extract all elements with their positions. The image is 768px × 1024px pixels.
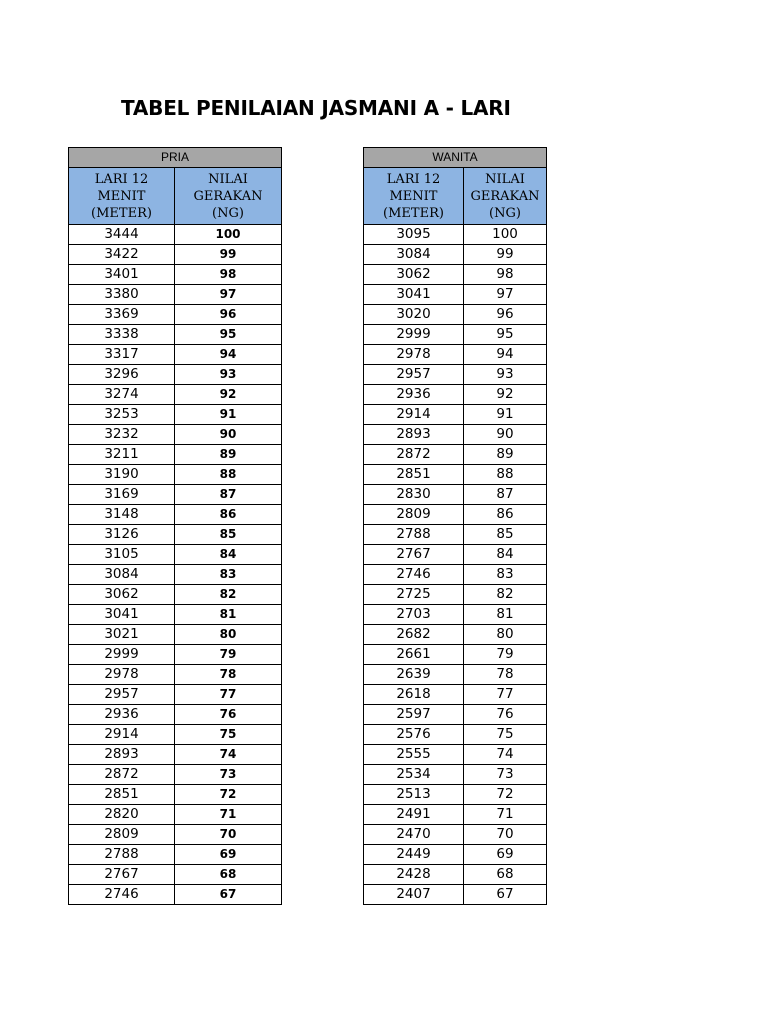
- score-cell: 78: [464, 665, 547, 685]
- table-row: [69, 505, 282, 525]
- score-cell: 76: [464, 705, 547, 725]
- table-row: [364, 565, 547, 585]
- column-header-score: [175, 168, 282, 225]
- distance-cell: 2470: [364, 825, 464, 845]
- score-cell: 69: [175, 845, 282, 865]
- score-cell: 72: [464, 785, 547, 805]
- table-row: [364, 505, 547, 525]
- score-cell: 93: [464, 365, 547, 385]
- table-row: [364, 545, 547, 565]
- distance-cell: 3232: [69, 425, 175, 445]
- distance-cell: 2872: [69, 765, 175, 785]
- score-cell: 82: [175, 585, 282, 605]
- score-cell: 78: [175, 665, 282, 685]
- table-row: [69, 225, 282, 245]
- score-cell: 91: [464, 405, 547, 425]
- distance-cell: 3041: [69, 605, 175, 625]
- distance-cell: 3084: [364, 245, 464, 265]
- score-cell: 67: [175, 885, 282, 905]
- table-row: [364, 705, 547, 725]
- table-row: [69, 365, 282, 385]
- header-line: (NG): [489, 205, 521, 221]
- distance-cell: 2893: [364, 425, 464, 445]
- score-cell: 68: [175, 865, 282, 885]
- score-cell: 94: [175, 345, 282, 365]
- distance-cell: 2820: [69, 805, 175, 825]
- score-cell: 70: [175, 825, 282, 845]
- score-cell: 94: [464, 345, 547, 365]
- distance-cell: 2513: [364, 785, 464, 805]
- table-row: [364, 285, 547, 305]
- table-row: [69, 485, 282, 505]
- score-cell: 86: [175, 505, 282, 525]
- score-cell: 92: [175, 385, 282, 405]
- distance-cell: 3444: [69, 225, 175, 245]
- distance-cell: 2767: [364, 545, 464, 565]
- column-header-distance: [69, 168, 175, 225]
- table-row: [69, 425, 282, 445]
- score-cell: 67: [464, 885, 547, 905]
- score-cell: 69: [464, 845, 547, 865]
- score-cell: 71: [464, 805, 547, 825]
- table-row: [69, 465, 282, 485]
- score-cell: 73: [464, 765, 547, 785]
- score-cell: 85: [464, 525, 547, 545]
- table-row: [364, 265, 547, 285]
- distance-cell: 2851: [364, 465, 464, 485]
- score-cell: 90: [175, 425, 282, 445]
- table-row: [69, 525, 282, 545]
- score-cell: 74: [175, 745, 282, 765]
- distance-cell: 2788: [69, 845, 175, 865]
- distance-cell: 2999: [364, 325, 464, 345]
- score-cell: 95: [175, 325, 282, 345]
- score-cell: 93: [175, 365, 282, 385]
- table-row: [69, 745, 282, 765]
- table-row: [364, 605, 547, 625]
- distance-cell: 3380: [69, 285, 175, 305]
- distance-cell: 2809: [364, 505, 464, 525]
- header-line: MENIT: [389, 188, 438, 204]
- score-cell: 99: [464, 245, 547, 265]
- table-wanita: [363, 147, 547, 905]
- distance-cell: 2914: [69, 725, 175, 745]
- table-row: [69, 285, 282, 305]
- distance-cell: 2725: [364, 585, 464, 605]
- distance-cell: 2851: [69, 785, 175, 805]
- table-row: [69, 445, 282, 465]
- score-cell: 70: [464, 825, 547, 845]
- table-row: [69, 845, 282, 865]
- distance-cell: 3296: [69, 365, 175, 385]
- score-cell: 77: [175, 685, 282, 705]
- header-line: MENIT: [97, 188, 146, 204]
- score-cell: 79: [175, 645, 282, 665]
- table-row: [364, 405, 547, 425]
- table-row: [364, 445, 547, 465]
- distance-cell: 3041: [364, 285, 464, 305]
- score-cell: 80: [175, 625, 282, 645]
- distance-cell: 3062: [364, 265, 464, 285]
- distance-cell: 3338: [69, 325, 175, 345]
- score-cell: 79: [464, 645, 547, 665]
- header-line: LARI 12: [386, 171, 441, 187]
- distance-cell: 2449: [364, 845, 464, 865]
- distance-cell: 2872: [364, 445, 464, 465]
- score-cell: 100: [175, 225, 282, 245]
- header-line: GERAKAN: [193, 188, 263, 204]
- table-row: [364, 345, 547, 365]
- score-cell: 81: [464, 605, 547, 625]
- distance-cell: 3369: [69, 305, 175, 325]
- table-row: [364, 465, 547, 485]
- table-row: [69, 605, 282, 625]
- score-cell: 74: [464, 745, 547, 765]
- header-line: LARI 12: [94, 171, 149, 187]
- table-row: [69, 885, 282, 905]
- distance-cell: 3211: [69, 445, 175, 465]
- distance-cell: 2978: [69, 665, 175, 685]
- distance-cell: 2957: [364, 365, 464, 385]
- table-row: [69, 665, 282, 685]
- table-row: [69, 345, 282, 365]
- table-row: [69, 265, 282, 285]
- score-cell: 87: [464, 485, 547, 505]
- distance-cell: 3095: [364, 225, 464, 245]
- score-cell: 72: [175, 785, 282, 805]
- distance-cell: 3169: [69, 485, 175, 505]
- distance-cell: 2936: [69, 705, 175, 725]
- distance-cell: 2999: [69, 645, 175, 665]
- column-header-score: [464, 168, 547, 225]
- score-cell: 98: [464, 265, 547, 285]
- score-cell: 89: [175, 445, 282, 465]
- score-cell: 73: [175, 765, 282, 785]
- score-cell: 88: [175, 465, 282, 485]
- score-cell: 84: [175, 545, 282, 565]
- table-row: [364, 385, 547, 405]
- score-cell: 81: [175, 605, 282, 625]
- table-row: [364, 805, 547, 825]
- table-row: [69, 825, 282, 845]
- distance-cell: 2809: [69, 825, 175, 845]
- distance-cell: 2428: [364, 865, 464, 885]
- score-cell: 96: [464, 305, 547, 325]
- distance-cell: 2661: [364, 645, 464, 665]
- score-cell: 82: [464, 585, 547, 605]
- score-cell: 97: [464, 285, 547, 305]
- header-line: NILAI: [208, 171, 248, 187]
- distance-cell: 3062: [69, 585, 175, 605]
- score-cell: 96: [175, 305, 282, 325]
- distance-cell: 3401: [69, 265, 175, 285]
- table-row: [364, 845, 547, 865]
- score-cell: 97: [175, 285, 282, 305]
- header-line: (NG): [212, 205, 244, 221]
- table-row: [364, 785, 547, 805]
- table-row: [364, 325, 547, 345]
- column-header-distance: [364, 168, 464, 225]
- score-cell: 84: [464, 545, 547, 565]
- distance-cell: 3274: [69, 385, 175, 405]
- table-row: [69, 705, 282, 725]
- table-row: [364, 365, 547, 385]
- distance-cell: 2682: [364, 625, 464, 645]
- score-cell: 100: [464, 225, 547, 245]
- distance-cell: 2576: [364, 725, 464, 745]
- table-row: [364, 825, 547, 845]
- table-pria: [68, 147, 282, 905]
- distance-cell: 2830: [364, 485, 464, 505]
- distance-cell: 3253: [69, 405, 175, 425]
- score-cell: 92: [464, 385, 547, 405]
- table-row: [364, 485, 547, 505]
- table-row: [69, 245, 282, 265]
- score-cell: 99: [175, 245, 282, 265]
- table-row: [364, 765, 547, 785]
- score-cell: 75: [175, 725, 282, 745]
- score-cell: 98: [175, 265, 282, 285]
- header-line: (METER): [383, 205, 444, 221]
- table-row: [364, 885, 547, 905]
- distance-cell: 2957: [69, 685, 175, 705]
- distance-cell: 3084: [69, 565, 175, 585]
- distance-cell: 3422: [69, 245, 175, 265]
- table-row: [69, 725, 282, 745]
- score-cell: 86: [464, 505, 547, 525]
- score-cell: 85: [175, 525, 282, 545]
- table-row: [364, 685, 547, 705]
- table-row: [69, 545, 282, 565]
- score-cell: 75: [464, 725, 547, 745]
- table-row: [364, 665, 547, 685]
- score-cell: 88: [464, 465, 547, 485]
- distance-cell: 2555: [364, 745, 464, 765]
- table-row: [69, 585, 282, 605]
- table-row: [69, 325, 282, 345]
- table-row: [69, 805, 282, 825]
- table-row: [69, 685, 282, 705]
- table-row: [364, 585, 547, 605]
- table-row: [364, 525, 547, 545]
- distance-cell: 2978: [364, 345, 464, 365]
- distance-cell: 3021: [69, 625, 175, 645]
- table-row: [364, 745, 547, 765]
- table-row: [364, 645, 547, 665]
- distance-cell: 2534: [364, 765, 464, 785]
- distance-cell: 2597: [364, 705, 464, 725]
- table-row: [364, 245, 547, 265]
- header-line: NILAI: [485, 171, 525, 187]
- table-row: [69, 405, 282, 425]
- distance-cell: 3190: [69, 465, 175, 485]
- distance-cell: 2746: [364, 565, 464, 585]
- distance-cell: 2639: [364, 665, 464, 685]
- score-cell: 83: [175, 565, 282, 585]
- table-row: [69, 765, 282, 785]
- distance-cell: 2914: [364, 405, 464, 425]
- distance-cell: 2893: [69, 745, 175, 765]
- score-cell: 68: [464, 865, 547, 885]
- score-cell: 80: [464, 625, 547, 645]
- table-row: [69, 865, 282, 885]
- table-body-pria: [69, 225, 282, 905]
- distance-cell: 3317: [69, 345, 175, 365]
- score-cell: 76: [175, 705, 282, 725]
- distance-cell: 2703: [364, 605, 464, 625]
- header-line: GERAKAN: [470, 188, 540, 204]
- table-row: [69, 565, 282, 585]
- table-row: [364, 425, 547, 445]
- distance-cell: 2788: [364, 525, 464, 545]
- score-cell: 90: [464, 425, 547, 445]
- group-header-wanita: WANITA: [364, 148, 547, 168]
- header-line: (METER): [91, 205, 152, 221]
- score-cell: 77: [464, 685, 547, 705]
- table-row: [69, 385, 282, 405]
- table-row: [69, 305, 282, 325]
- table-body-wanita: [364, 225, 547, 905]
- distance-cell: 3126: [69, 525, 175, 545]
- distance-cell: 2491: [364, 805, 464, 825]
- distance-cell: 2407: [364, 885, 464, 905]
- distance-cell: 3020: [364, 305, 464, 325]
- score-cell: 87: [175, 485, 282, 505]
- table-row: [69, 785, 282, 805]
- score-cell: 83: [464, 565, 547, 585]
- distance-cell: 3105: [69, 545, 175, 565]
- table-row: [69, 625, 282, 645]
- score-cell: 71: [175, 805, 282, 825]
- score-cell: 95: [464, 325, 547, 345]
- table-row: [364, 225, 547, 245]
- score-cell: 89: [464, 445, 547, 465]
- distance-cell: 2936: [364, 385, 464, 405]
- distance-cell: 3148: [69, 505, 175, 525]
- page-title: TABEL PENILAIAN JASMANI A - LARI: [121, 96, 511, 120]
- table-row: [364, 865, 547, 885]
- distance-cell: 2618: [364, 685, 464, 705]
- distance-cell: 2767: [69, 865, 175, 885]
- table-row: [364, 725, 547, 745]
- group-header-pria: PRIA: [69, 148, 282, 168]
- table-row: [364, 625, 547, 645]
- table-row: [364, 305, 547, 325]
- distance-cell: 2746: [69, 885, 175, 905]
- table-row: [69, 645, 282, 665]
- score-cell: 91: [175, 405, 282, 425]
